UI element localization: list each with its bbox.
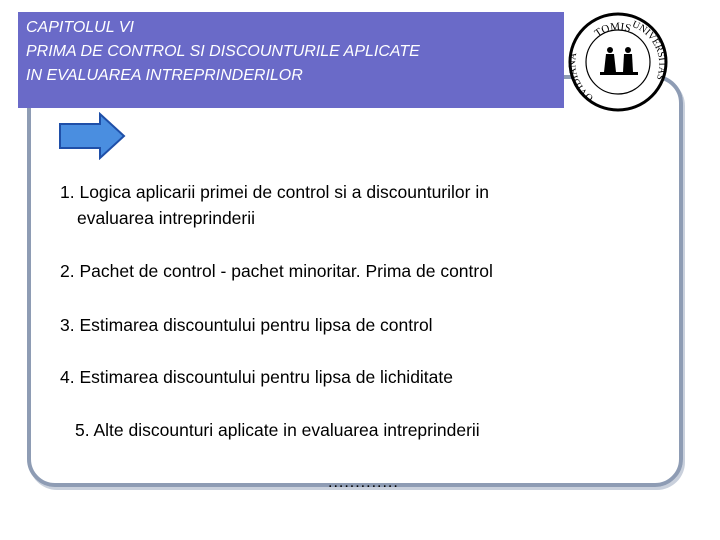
university-seal-icon: [566, 10, 670, 114]
list-item-5: 5. Alte discounturi aplicate in evaluarea intreprinderii: [75, 420, 480, 440]
title-bar: [18, 12, 564, 108]
seal-text-left: OVIDIANA: [567, 51, 596, 104]
page-title-line-1: PRIMA DE CONTROL SI DISCOUNTURILE APLICATE: [26, 43, 420, 60]
continuation-ellipsis: .............: [328, 474, 399, 491]
seal-text-top: TOMIS: [592, 20, 633, 40]
list-item-1-line-2: evaluarea intreprinderii: [77, 208, 256, 228]
seal-text-right: UNIVERSITAS: [630, 18, 668, 82]
list-item-4: 4. Estimarea discountului pentru lipsa de lichiditate: [60, 367, 453, 387]
chapter-label: CAPITOLUL VI: [26, 19, 134, 36]
list-item-3: 3. Estimarea discountului pentru lipsa de control: [60, 315, 433, 335]
right-arrow-icon: [58, 112, 128, 160]
page-title-line-2: IN EVALUAREA INTREPRINDERILOR: [26, 67, 303, 84]
list-item-1-line-1: 1. Logica aplicarii primei de control si a discounturilor in: [60, 182, 489, 202]
list-item-2: 2. Pachet de control - pachet minoritar. Prima de control: [60, 261, 493, 281]
